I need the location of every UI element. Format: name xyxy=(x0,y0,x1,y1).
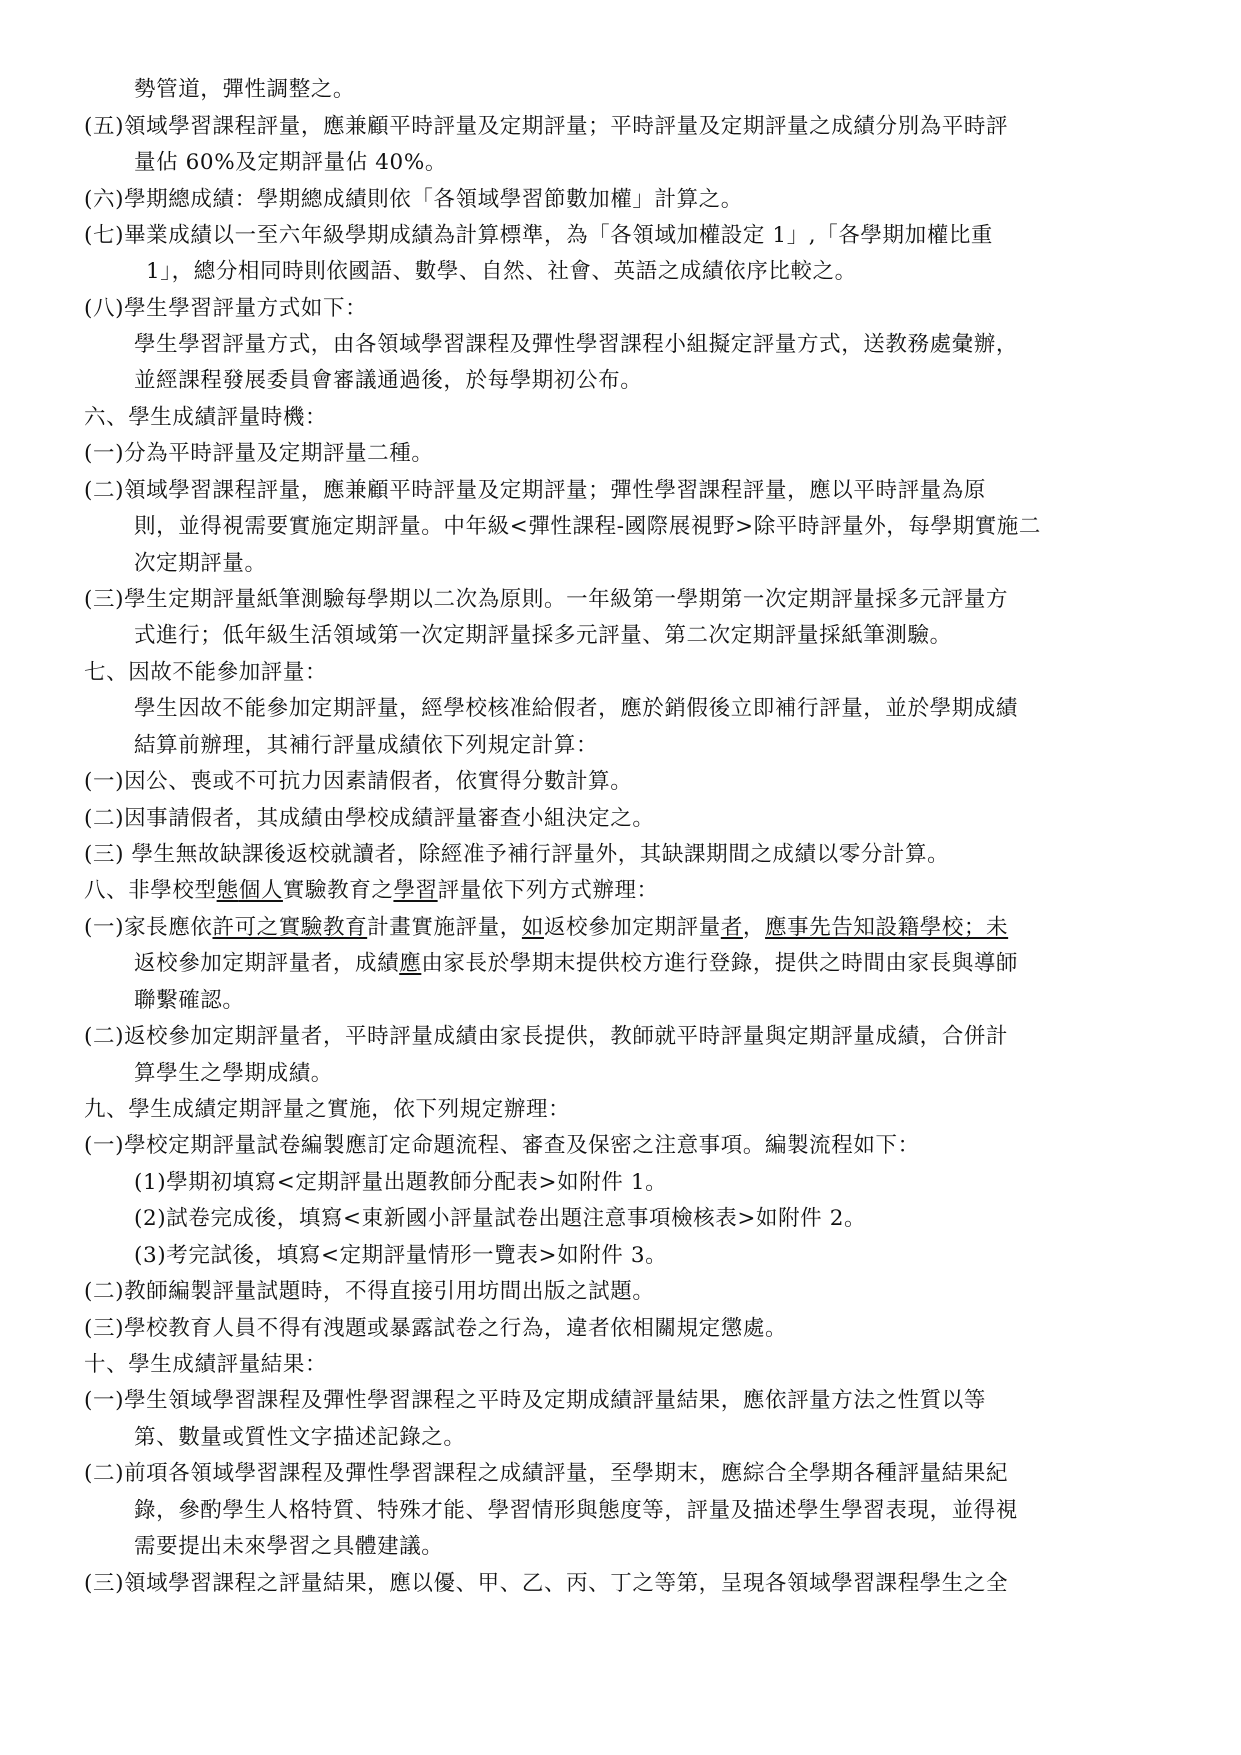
text-line: (1)學期初填寫<定期評量出題教師分配表>如附件 1。 xyxy=(134,1170,668,1195)
text-segment: 由家長於學期末提供校方進行登錄，提供之時間由家長與導師 xyxy=(421,951,1019,976)
text-segment: (一)家長應依 xyxy=(84,915,213,940)
text-segment: 返校參加定期評量者，成績 xyxy=(134,951,400,976)
underlined-text: 許可之實驗教育 xyxy=(212,915,368,940)
text-line: 學生學習評量方式，由各領域學習課程及彈性學習課程小組擬定評量方式，送教務處彙辦， xyxy=(134,332,1019,357)
text-line: (三) 學生無故缺課後返校就讀者，除經准予補行評量外，其缺課期間之成績以零分計算。 xyxy=(84,842,950,867)
section-heading: 十、學生成績評量結果： xyxy=(84,1352,328,1377)
section-heading: 六、學生成績評量時機： xyxy=(84,405,328,430)
text-line: (一)分為平時評量及定期評量二種。 xyxy=(84,441,434,466)
text-line: (二)返校參加定期評量者，平時評量成績由家長提供，教師就平時評量與定期評量成績，合併計 xyxy=(84,1024,1009,1049)
text-line: 並經課程發展委員會審議通過後，於每學期初公布。 xyxy=(134,368,643,393)
text-line: 算學生之學期成績。 xyxy=(134,1061,333,1086)
text-line xyxy=(134,951,1018,977)
text-line: (一)學生領域學習課程及彈性學習課程之平時及定期成績評量結果，應依評量方法之性質以等 xyxy=(84,1388,986,1413)
text-line: (二)因事請假者，其成績由學校成績評量審查小組決定之。 xyxy=(84,806,655,831)
underlined-text: 者 xyxy=(720,915,743,940)
text-line: (一)因公、喪或不可抗力因素請假者，依實得分數計算。 xyxy=(84,769,633,794)
section-heading: 九、學生成績定期評量之實施，依下列規定辦理： xyxy=(84,1097,571,1122)
text-line: 學生因故不能參加定期評量，經學校核准給假者，應於銷假後立即補行評量，並於學期成績 xyxy=(134,696,1019,721)
text-segment: ， xyxy=(742,915,766,940)
text-line: (三)學生定期評量紙筆測驗每學期以二次為原則。一年級第一學期第一次定期評量採多元評量方 xyxy=(84,587,1009,612)
text-segment: 評量依下列方式辦理： xyxy=(437,878,659,903)
underlined-text: 應事先告知設籍學校；未 xyxy=(765,915,1009,940)
section-heading xyxy=(84,878,659,904)
underlined-text: 應 xyxy=(399,951,422,976)
underlined-text: 個人 xyxy=(238,878,283,903)
text-line: (八)學生學習評量方式如下： xyxy=(84,296,368,321)
text-line: 結算前辦理，其補行評量成績依下列規定計算： xyxy=(134,733,599,758)
text-segment: 返校參加定期評量 xyxy=(544,915,721,940)
text-line: 錄，參酌學生人格特質、特殊才能、學習情形與態度等，評量及描述學生學習表現，並得視 xyxy=(134,1498,1019,1523)
section-heading: 七、因故不能參加評量： xyxy=(84,660,328,685)
underlined-text: 態 xyxy=(216,878,239,903)
text-line: 1」，總分相同時則依國語、數學、自然、社會、英語之成績依序比較之。 xyxy=(146,259,857,284)
underlined-text: 如 xyxy=(521,915,544,940)
text-line: (七)畢業成績以一至六年級學期成績為計算標準，為「各領域加權設定 1」,「各學期加權比重 xyxy=(84,223,994,248)
text-line xyxy=(84,915,1008,941)
text-line: (六)學期總成績：學期總成績則依「各領域學習節數加權」計算之。 xyxy=(84,187,743,212)
text-segment: 計畫實施評量， xyxy=(367,915,522,940)
text-line: (五)領域學習課程評量，應兼顧平時評量及定期評量；平時評量及定期評量之成績分別為平時評 xyxy=(84,114,1009,139)
text-line: 式進行；低年級生活領域第一次定期評量採多元評量、第二次定期評量採紙筆測驗。 xyxy=(134,623,952,648)
text-line: 勢管道，彈性調整之。 xyxy=(134,77,356,102)
text-segment: 實驗教育之 xyxy=(282,878,394,903)
text-line: (三)領域學習課程之評量結果，應以優、甲、乙、丙、丁之等第，呈現各領域學習課程學生之全 xyxy=(84,1571,1009,1596)
text-line: 次定期評量。 xyxy=(134,551,267,576)
underlined-text: 學習 xyxy=(393,878,438,903)
text-line: (二)教師編製評量試題時，不得直接引用坊間出版之試題。 xyxy=(84,1279,655,1304)
text-line: (二)前項各領域學習課程及彈性學習課程之成績評量，至學期末，應綜合全學期各種評量結果紀 xyxy=(84,1461,1009,1486)
text-segment: 八、非學校型 xyxy=(84,878,217,903)
text-line: 需要提出未來學習之具體建議。 xyxy=(134,1534,444,1559)
text-line: (3)考完試後，填寫<定期評量情形一覽表>如附件 3。 xyxy=(134,1243,668,1268)
text-line: (2)試卷完成後，填寫<東新國小評量試卷出題注意事項檢核表>如附件 2。 xyxy=(134,1206,867,1231)
text-line: (三)學校教育人員不得有洩題或暴露試卷之行為，違者依相關規定懲處。 xyxy=(84,1316,788,1341)
text-line: 則，並得視需要實施定期評量。中年級<彈性課程-國際展視野>除平時評量外，每學期實施二 xyxy=(134,514,1041,539)
text-line: 聯繫確認。 xyxy=(134,988,245,1013)
text-line: 量佔 60%及定期評量佔 40%。 xyxy=(134,150,447,175)
text-line: (一)學校定期評量試卷編製應訂定命題流程、審查及保密之注意事項。編製流程如下： xyxy=(84,1133,920,1158)
text-line: 第、數量或質性文字描述記錄之。 xyxy=(134,1425,466,1450)
text-line: (二)領域學習課程評量，應兼顧平時評量及定期評量；彈性學習課程評量，應以平時評量為原 xyxy=(84,478,986,503)
